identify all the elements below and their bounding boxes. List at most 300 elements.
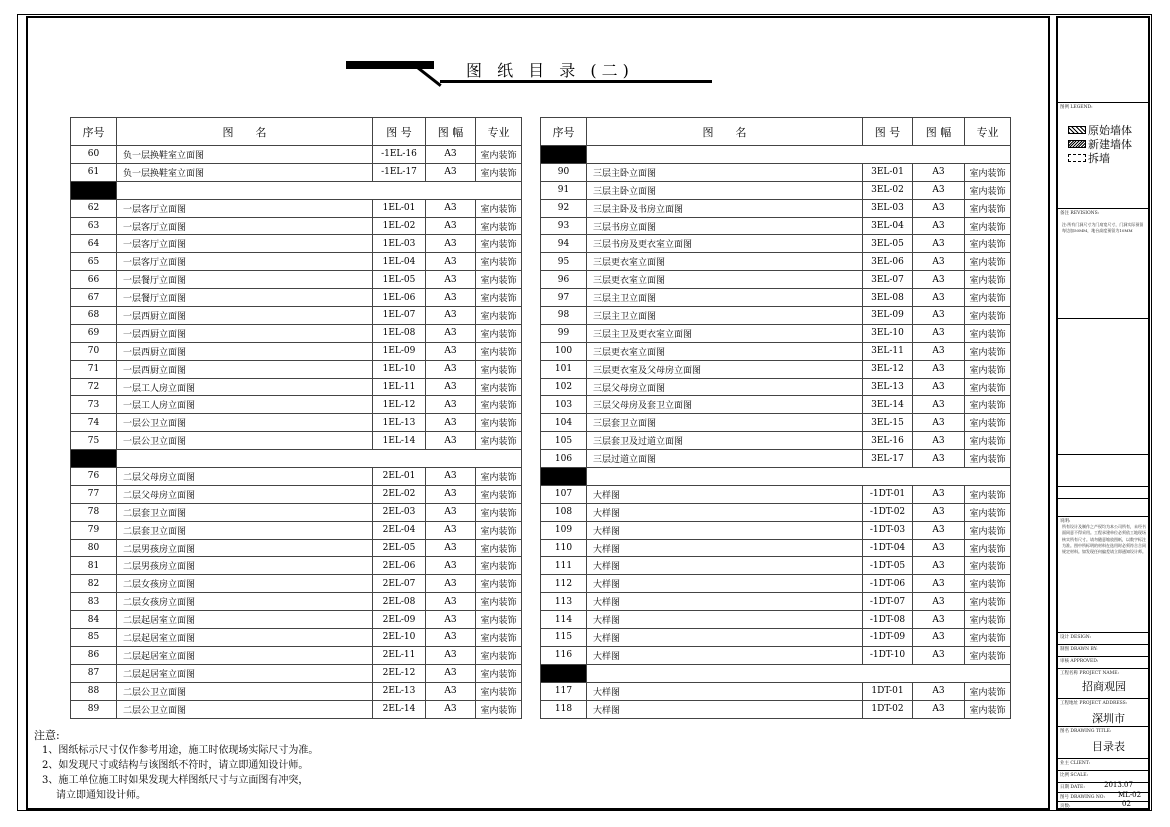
cell-no: 61 xyxy=(71,163,117,181)
note-line: 请立即通知设计师。 xyxy=(56,790,146,801)
col-header-name: 图 名 xyxy=(117,118,373,146)
cell-no: 105 xyxy=(541,432,587,450)
cell-name: 三层父母房立面图 xyxy=(587,378,863,396)
cell-name: 三层主卧立面图 xyxy=(587,163,863,181)
cell-name: 二层公卫立面图 xyxy=(117,700,373,718)
col-header-code: 图 号 xyxy=(373,118,426,146)
cell-size: A3 xyxy=(426,414,476,432)
cell-no: 79 xyxy=(71,521,117,539)
cell-no: 116 xyxy=(541,646,587,664)
cell-code: 3EL-01 xyxy=(863,163,913,181)
cell-major: 室内装饰 xyxy=(965,485,1011,503)
cell-name: 大样图 xyxy=(587,503,863,521)
cell-code: 3EL-07 xyxy=(863,271,913,289)
col-header-no: 序号 xyxy=(71,118,117,146)
cell-name: 二层套卫立面图 xyxy=(117,503,373,521)
tb-divider xyxy=(1058,698,1148,699)
cell-major: 室内装饰 xyxy=(965,611,1011,629)
cell-major: 室内装饰 xyxy=(965,378,1011,396)
cell-code: 2EL-02 xyxy=(373,485,426,503)
cell-major: 室内装饰 xyxy=(965,307,1011,325)
hatch-swatch-icon xyxy=(1068,126,1086,134)
cell-major: 室内装饰 xyxy=(965,575,1011,593)
cell-no: 94 xyxy=(541,235,587,253)
cell-no: 63 xyxy=(71,217,117,235)
cell-size: A3 xyxy=(913,378,965,396)
cell-size: A3 xyxy=(913,217,965,235)
cell-name: 二层公卫立面图 xyxy=(117,682,373,700)
cell-size: A3 xyxy=(426,271,476,289)
cell-major: 室内装饰 xyxy=(965,271,1011,289)
table-row xyxy=(71,253,522,271)
cell-major: 室内装饰 xyxy=(476,146,522,164)
cell-name: 二层套卫立面图 xyxy=(117,521,373,539)
col-header-name: 图 名 xyxy=(587,118,863,146)
cell-major: 室内装饰 xyxy=(476,575,522,593)
cell-size: A3 xyxy=(913,324,965,342)
table-row xyxy=(541,217,1011,235)
table-row xyxy=(541,450,1011,468)
cell-major: 室内装饰 xyxy=(476,646,522,664)
cell-size: A3 xyxy=(426,396,476,414)
cell-major: 室内装饰 xyxy=(476,432,522,450)
cell-name: 大样图 xyxy=(587,629,863,647)
cell-code: -1DT-07 xyxy=(863,593,913,611)
notes-title: 注意: xyxy=(34,729,60,742)
cell-code: 2EL-05 xyxy=(373,539,426,557)
cell-size: A3 xyxy=(913,235,965,253)
cell-major: 室内装饰 xyxy=(965,450,1011,468)
table-row xyxy=(71,217,522,235)
section-separator-row xyxy=(541,146,1011,164)
table-row xyxy=(71,235,522,253)
cell-code: 3EL-02 xyxy=(863,181,913,199)
page-title: 图 纸 目 录 (二) xyxy=(466,61,634,80)
drawn-by-caption: 制图 DRAWN BY: xyxy=(1060,647,1098,652)
table-row xyxy=(71,342,522,360)
cell-name: 一层工人房立面图 xyxy=(117,396,373,414)
cell-no: 110 xyxy=(541,539,587,557)
cell-size: A3 xyxy=(913,575,965,593)
cell-no: 82 xyxy=(71,575,117,593)
cell-code: 3EL-10 xyxy=(863,324,913,342)
tb-divider xyxy=(1058,498,1148,499)
cell-name: 二层起居室立面图 xyxy=(117,611,373,629)
table-row xyxy=(541,593,1011,611)
col-header-size: 图 幅 xyxy=(913,118,965,146)
cell-code: -1EL-17 xyxy=(373,163,426,181)
cell-major: 室内装饰 xyxy=(965,629,1011,647)
cell-major: 室内装饰 xyxy=(476,611,522,629)
legend-new-wall: 新建墙体 xyxy=(1068,136,1132,152)
section-separator-row xyxy=(541,664,1011,682)
col-header-code: 图 号 xyxy=(863,118,913,146)
drawing-index-table-right xyxy=(540,117,1011,719)
table-row xyxy=(541,539,1011,557)
cell-major: 室内装饰 xyxy=(476,414,522,432)
cell-major: 室内装饰 xyxy=(476,629,522,647)
cell-code: 1EL-09 xyxy=(373,342,426,360)
table-row xyxy=(541,378,1011,396)
cell-size: A3 xyxy=(426,432,476,450)
cell-code: 2EL-03 xyxy=(373,503,426,521)
table-row xyxy=(71,700,522,718)
cell-name: 一层客厅立面图 xyxy=(117,253,373,271)
legend-caption: 图例 LEGEND: xyxy=(1060,105,1093,110)
cell-size: A3 xyxy=(426,593,476,611)
tb-divider xyxy=(1058,668,1148,669)
cell-name: 大样图 xyxy=(587,611,863,629)
table-row xyxy=(541,575,1011,593)
cell-major: 室内装饰 xyxy=(476,199,522,217)
designer-caption: 设计 DESIGN: xyxy=(1060,635,1092,640)
separator-blank xyxy=(117,450,522,468)
cell-code: 3EL-15 xyxy=(863,414,913,432)
cell-major: 室内装饰 xyxy=(476,521,522,539)
cell-size: A3 xyxy=(913,521,965,539)
cell-code: -1DT-06 xyxy=(863,575,913,593)
cell-no: 62 xyxy=(71,199,117,217)
cell-name: 一层西厨立面图 xyxy=(117,342,373,360)
client-caption: 业主 CLIENT: xyxy=(1060,761,1091,766)
tb-divider xyxy=(1058,454,1148,455)
separator-blank xyxy=(117,181,522,199)
tb-divider xyxy=(1058,726,1148,727)
cell-code: 1EL-01 xyxy=(373,199,426,217)
hatch-swatch-icon xyxy=(1068,140,1086,148)
cell-no: 85 xyxy=(71,629,117,647)
cell-no: 92 xyxy=(541,199,587,217)
table-row xyxy=(541,342,1011,360)
cell-size: A3 xyxy=(913,432,965,450)
cell-code: -1EL-16 xyxy=(373,146,426,164)
tb-divider xyxy=(1058,632,1148,633)
cell-size: A3 xyxy=(913,485,965,503)
cell-size: A3 xyxy=(426,199,476,217)
cell-size: A3 xyxy=(426,575,476,593)
tb-divider xyxy=(1058,318,1148,319)
cell-no: 114 xyxy=(541,611,587,629)
cell-no: 106 xyxy=(541,450,587,468)
cell-code: -1DT-03 xyxy=(863,521,913,539)
cell-no: 115 xyxy=(541,629,587,647)
cell-no: 60 xyxy=(71,146,117,164)
cell-major: 室内装饰 xyxy=(965,324,1011,342)
cell-name: 三层更衣室立面图 xyxy=(587,342,863,360)
cell-code: 1EL-05 xyxy=(373,271,426,289)
cell-no: 65 xyxy=(71,253,117,271)
drawing-title: 目录表 xyxy=(1092,740,1125,753)
note-line: 3、施工单位施工时如果发现大样图纸尺寸与立面图有冲突， xyxy=(42,775,309,786)
table-row xyxy=(71,271,522,289)
title-block xyxy=(1056,16,1150,810)
cell-code: 1DT-01 xyxy=(863,682,913,700)
table-header-row xyxy=(541,118,1011,146)
cell-size: A3 xyxy=(426,146,476,164)
separator-marker xyxy=(71,181,117,199)
separator-blank xyxy=(587,468,1011,486)
cell-code: 3EL-03 xyxy=(863,199,913,217)
cell-major: 室内装饰 xyxy=(476,593,522,611)
cell-name: 三层主卫立面图 xyxy=(587,307,863,325)
cell-name: 二层起居室立面图 xyxy=(117,629,373,647)
tb-divider xyxy=(1058,208,1148,209)
table-row xyxy=(71,521,522,539)
table-row xyxy=(71,557,522,575)
cell-major: 室内装饰 xyxy=(965,342,1011,360)
cell-major: 室内装饰 xyxy=(965,682,1011,700)
table-row xyxy=(71,682,522,700)
cell-no: 83 xyxy=(71,593,117,611)
table-row xyxy=(541,253,1011,271)
cell-major: 室内装饰 xyxy=(476,217,522,235)
cell-code: 2EL-13 xyxy=(373,682,426,700)
cell-major: 室内装饰 xyxy=(965,199,1011,217)
table-row xyxy=(71,646,522,664)
cell-code: 1EL-14 xyxy=(373,432,426,450)
table-row xyxy=(71,503,522,521)
cell-size: A3 xyxy=(426,253,476,271)
notes-block xyxy=(34,728,318,803)
note-line: 2、如发现尺寸或结构与该图纸不符时，请立即通知设计师。 xyxy=(42,760,309,771)
cell-name: 一层餐厅立面图 xyxy=(117,271,373,289)
cell-no: 72 xyxy=(71,378,117,396)
cell-major: 室内装饰 xyxy=(965,360,1011,378)
revisions-caption: 备注 REVISIONS: xyxy=(1060,211,1100,216)
cell-size: A3 xyxy=(426,307,476,325)
cell-major: 室内装饰 xyxy=(965,521,1011,539)
cell-major: 室内装饰 xyxy=(965,432,1011,450)
cell-size: A3 xyxy=(913,700,965,718)
table-row xyxy=(541,235,1011,253)
tb-divider xyxy=(1058,770,1148,771)
cell-code: 1EL-12 xyxy=(373,396,426,414)
table-row xyxy=(71,163,522,181)
cell-name: 大样图 xyxy=(587,646,863,664)
cell-size: A3 xyxy=(913,646,965,664)
cell-code: 1DT-02 xyxy=(863,700,913,718)
table-header-row xyxy=(71,118,522,146)
cell-no: 81 xyxy=(71,557,117,575)
cell-code: -1DT-08 xyxy=(863,611,913,629)
table-row xyxy=(71,575,522,593)
tb-divider xyxy=(1058,656,1148,657)
cell-no: 100 xyxy=(541,342,587,360)
cell-name: 二层起居室立面图 xyxy=(117,646,373,664)
table-row xyxy=(541,396,1011,414)
note-line: 1、图纸标示尺寸仅作参考用途，施工时依现场实际尺寸为准。 xyxy=(42,745,319,756)
cell-size: A3 xyxy=(913,253,965,271)
cell-name: 三层父母房及套卫立面图 xyxy=(587,396,863,414)
cell-no: 70 xyxy=(71,342,117,360)
cell-major: 室内装饰 xyxy=(476,503,522,521)
cell-name: 大样图 xyxy=(587,682,863,700)
table-row xyxy=(541,163,1011,181)
cell-size: A3 xyxy=(426,163,476,181)
cell-major: 室内装饰 xyxy=(965,700,1011,718)
cell-size: A3 xyxy=(913,414,965,432)
cell-size: A3 xyxy=(426,539,476,557)
cell-size: A3 xyxy=(426,235,476,253)
cell-no: 66 xyxy=(71,271,117,289)
cell-name: 大样图 xyxy=(587,557,863,575)
cell-no: 118 xyxy=(541,700,587,718)
cell-size: A3 xyxy=(426,360,476,378)
cell-no: 80 xyxy=(71,539,117,557)
cell-name: 三层更衣室立面图 xyxy=(587,271,863,289)
cell-name: 二层女孩房立面图 xyxy=(117,575,373,593)
tb-divider xyxy=(1058,486,1148,487)
cell-major: 室内装饰 xyxy=(965,181,1011,199)
cell-code: 3EL-08 xyxy=(863,289,913,307)
cell-no: 84 xyxy=(71,611,117,629)
cell-major: 室内装饰 xyxy=(965,163,1011,181)
drawing-title-caption: 图名 DRAWING TITLE: xyxy=(1060,729,1112,734)
cell-size: A3 xyxy=(426,646,476,664)
cell-size: A3 xyxy=(913,557,965,575)
cell-code: 1EL-06 xyxy=(373,289,426,307)
cell-code: 2EL-01 xyxy=(373,468,426,486)
cell-code: 3EL-16 xyxy=(863,432,913,450)
table-row xyxy=(541,360,1011,378)
cell-code: 1EL-08 xyxy=(373,324,426,342)
cell-name: 三层更衣室及父母房立面图 xyxy=(587,360,863,378)
cell-no: 97 xyxy=(541,289,587,307)
cell-no: 101 xyxy=(541,360,587,378)
cell-code: 1EL-02 xyxy=(373,217,426,235)
cell-name: 大样图 xyxy=(587,539,863,557)
cell-name: 一层西厨立面图 xyxy=(117,360,373,378)
table-row xyxy=(541,700,1011,718)
cell-major: 室内装饰 xyxy=(965,646,1011,664)
cell-no: 91 xyxy=(541,181,587,199)
cell-size: A3 xyxy=(913,503,965,521)
cell-size: A3 xyxy=(913,271,965,289)
cell-name: 二层男孩房立面图 xyxy=(117,557,373,575)
cell-code: 2EL-06 xyxy=(373,557,426,575)
tb-divider xyxy=(1058,782,1148,783)
cell-code: 3EL-14 xyxy=(863,396,913,414)
tb-divider xyxy=(1058,758,1148,759)
cell-name: 二层起居室立面图 xyxy=(117,664,373,682)
table-row xyxy=(71,199,522,217)
cell-major: 室内装饰 xyxy=(476,324,522,342)
tb-divider xyxy=(1058,801,1148,802)
cell-size: A3 xyxy=(913,629,965,647)
table-row xyxy=(541,289,1011,307)
cell-no: 69 xyxy=(71,324,117,342)
cell-name: 三层书房立面图 xyxy=(587,217,863,235)
table-row xyxy=(541,682,1011,700)
table-row xyxy=(541,324,1011,342)
cell-major: 室内装饰 xyxy=(476,307,522,325)
cell-code: 3EL-17 xyxy=(863,450,913,468)
cell-code: 1EL-11 xyxy=(373,378,426,396)
cell-major: 室内装饰 xyxy=(965,289,1011,307)
tb-divider xyxy=(1058,102,1148,103)
scale-caption: 比例 SCALE: xyxy=(1060,773,1088,778)
cell-size: A3 xyxy=(913,682,965,700)
table-row xyxy=(71,611,522,629)
cell-size: A3 xyxy=(426,557,476,575)
cell-name: 三层更衣室立面图 xyxy=(587,253,863,271)
cell-no: 109 xyxy=(541,521,587,539)
separator-blank xyxy=(587,146,1011,164)
cell-code: 2EL-11 xyxy=(373,646,426,664)
cell-size: A3 xyxy=(913,307,965,325)
cell-size: A3 xyxy=(426,378,476,396)
cell-name: 三层主卧及书房立面图 xyxy=(587,199,863,217)
cell-no: 64 xyxy=(71,235,117,253)
cell-code: 1EL-07 xyxy=(373,307,426,325)
cell-name: 二层男孩房立面图 xyxy=(117,539,373,557)
cell-major: 室内装饰 xyxy=(965,593,1011,611)
cell-code: -1DT-01 xyxy=(863,485,913,503)
cell-code: 1EL-04 xyxy=(373,253,426,271)
table-row xyxy=(71,468,522,486)
cell-no: 98 xyxy=(541,307,587,325)
cell-name: 三层书房及更衣室立面图 xyxy=(587,235,863,253)
table-row xyxy=(71,485,522,503)
cell-code: -1DT-05 xyxy=(863,557,913,575)
cell-no: 103 xyxy=(541,396,587,414)
cell-size: A3 xyxy=(913,539,965,557)
table-row xyxy=(71,324,522,342)
col-header-size: 图 幅 xyxy=(426,118,476,146)
table-row xyxy=(541,629,1011,647)
cell-major: 室内装饰 xyxy=(965,253,1011,271)
cell-no: 107 xyxy=(541,485,587,503)
cell-no: 96 xyxy=(541,271,587,289)
cell-name: 大样图 xyxy=(587,521,863,539)
cell-name: 一层公卫立面图 xyxy=(117,414,373,432)
table-row xyxy=(71,307,522,325)
cell-name: 三层过道立面图 xyxy=(587,450,863,468)
cell-name: 三层主卧立面图 xyxy=(587,181,863,199)
cell-size: A3 xyxy=(426,611,476,629)
date-value: 2013.07 xyxy=(1104,781,1133,789)
cell-no: 76 xyxy=(71,468,117,486)
section-separator-row xyxy=(71,181,522,199)
cell-name: 一层西厨立面图 xyxy=(117,307,373,325)
cell-no: 77 xyxy=(71,485,117,503)
cell-major: 室内装饰 xyxy=(476,396,522,414)
design-notes-caption: 说明: xyxy=(1060,519,1071,524)
cell-major: 室内装饰 xyxy=(476,289,522,307)
cell-major: 室内装饰 xyxy=(965,414,1011,432)
cell-size: A3 xyxy=(426,485,476,503)
cell-name: 大样图 xyxy=(587,593,863,611)
cell-code: 1EL-03 xyxy=(373,235,426,253)
cell-major: 室内装饰 xyxy=(476,682,522,700)
cell-no: 102 xyxy=(541,378,587,396)
cell-size: A3 xyxy=(913,342,965,360)
cell-major: 室内装饰 xyxy=(965,539,1011,557)
cell-no: 99 xyxy=(541,324,587,342)
table-row xyxy=(541,432,1011,450)
cell-name: 二层父母房立面图 xyxy=(117,468,373,486)
project-name-caption: 工程名称 PROJECT NAME: xyxy=(1060,671,1120,676)
cell-size: A3 xyxy=(913,163,965,181)
approved-caption: 审核 APPROVED: xyxy=(1060,659,1099,664)
cell-name: 一层西厨立面图 xyxy=(117,324,373,342)
table-row xyxy=(541,503,1011,521)
cell-size: A3 xyxy=(913,289,965,307)
cell-major: 室内装饰 xyxy=(476,342,522,360)
cell-size: A3 xyxy=(913,450,965,468)
cell-name: 三层主卫及更衣室立面图 xyxy=(587,324,863,342)
cell-major: 室内装饰 xyxy=(965,396,1011,414)
